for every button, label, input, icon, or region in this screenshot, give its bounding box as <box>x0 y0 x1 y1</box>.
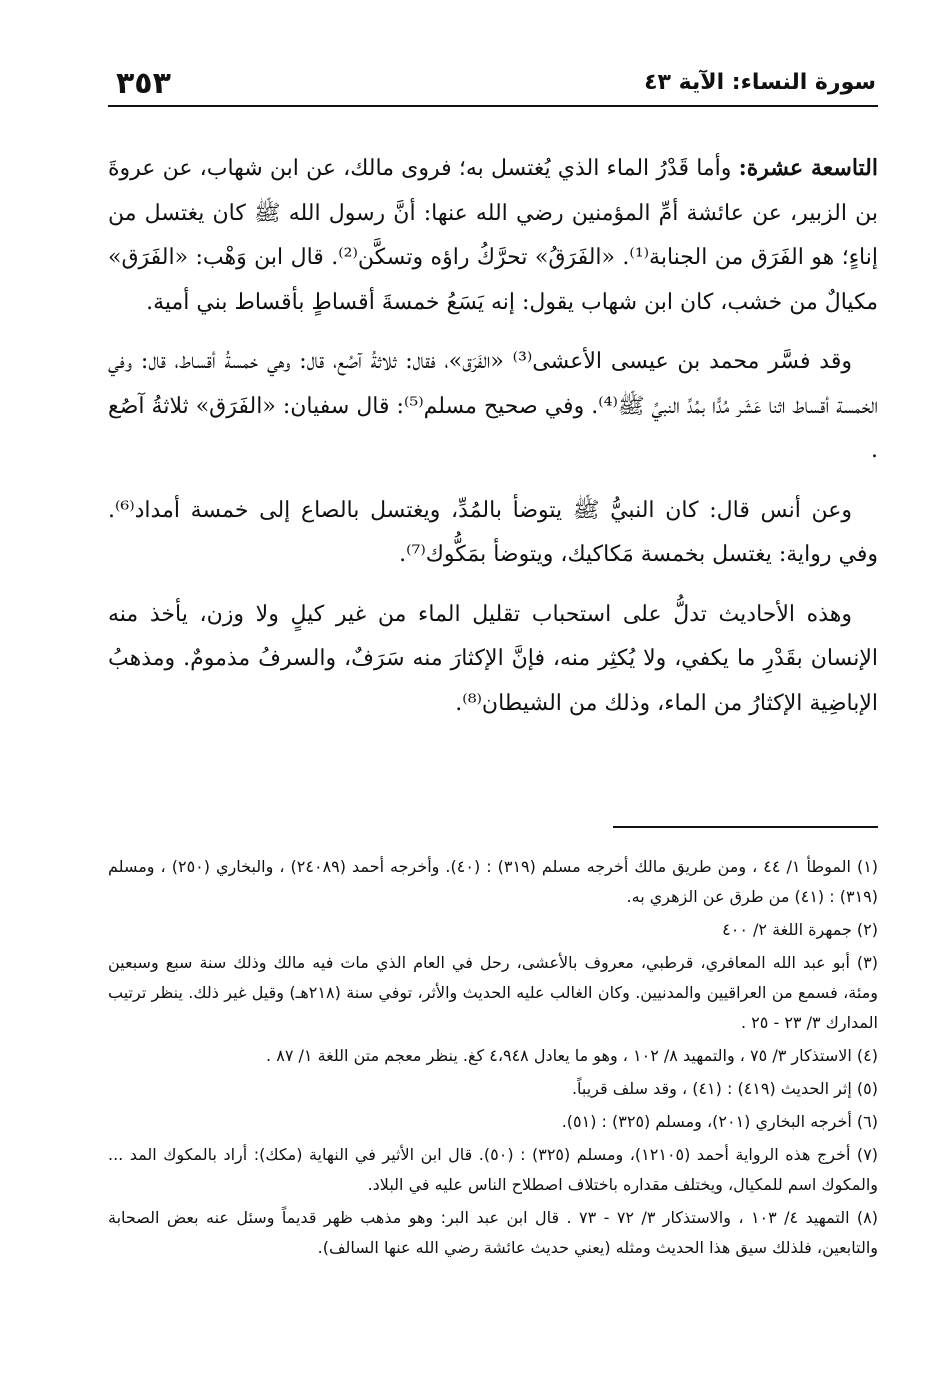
paragraph-4: وهذه الأحاديث تدلُّ على استحباب تقليل الماء من غير كيلٍ ولا وزن، يأخذ منه الإنسان بقَدْرِ ما يكفي، ولا يُكثِر منه، فإنَّ الإكثارَ منه سَرَفٌ، والسرفُ مذمومٌ. ومذهبُ الإباضِية الإكثارُ من الماء، وذلك من الشيطان⁽⁸⁾. <box>108 601 878 716</box>
paragraph-3: وعن أنس قال: كان النبيُّ ﷺ يتوضأ بالمُدِّ، ويغتسل بالصاع إلى خمسة أمداد⁽⁶⁾. وفي رواية: يغتسل بخمسة مَكاكيك، ويتوضأ بمَكُّوك⁽⁷⁾. <box>108 497 878 567</box>
header-rule <box>108 105 878 107</box>
footnote-8: (٨) التمهيد ٤/ ١٠٣ ، والاستذكار ٣/ ٧٢ - ٧٣ . قال ابن عبد البر: وهو مذهب ظهر قديماً وسئل عنه بعض الصحابة والتابعين، فلذلك سيق هذا الحديث ومثله (يعني حديث عائشة رضي الله عنها السالف). <box>108 1208 879 1257</box>
book-page <box>108 0 878 1381</box>
footnotes <box>108 852 878 1266</box>
footnote-1: (١) الموطأ ١/ ٤٤ ، ومن طريق مالك أخرجه مسلم (٣١٩) : (٤٠). وأخرجه أحمد (٢٤٠٨٩) ، والبخاري (٢٥٠) ، ومسلم (٣١٩) : (٤١) من طرق عن الزهري به. <box>108 857 879 906</box>
section-heading: التاسعة عشرة: <box>738 155 878 181</box>
footnote-6: (٦) أخرجه البخاري (٢٠١)، ومسلم (٣٢٥) : (٥١). <box>561 1112 878 1131</box>
paragraph-1-text: وأما قَدْرُ الماء الذي يُغتسل به؛ فروى مالك، عن ابن شهاب، عن عروةَ بن الزبير، عن عائشة أمِّ المؤمنين رضي الله عنها: أنَّ رسول الله ﷺ كان يغتسل من إناءٍ؛ هو الفَرَق من الجنابة⁽¹⁾. «الفَرَقُ» تحرَّكُ راؤه وتسكَّن⁽²⁾. قال ابن وَهْب: «الفَرَق» مكيالٌ من خشب، كان ابن شهاب يقول: إنه يَسَعُ خمسةَ أقساطٍ بأقساط بني أمية. <box>108 156 878 315</box>
footnote-3: (٣) أبو عبد الله المعافري، قرطبي، معروف بالأعشى، رحل في العام الذي مات فيه مالك وذلك سنة سبع وسبعين ومئة، فسمع من العراقيين والمدنيين. وكان الغالب عليه الحديث والأثر، توفي سنة (٢١٨هـ) وقيل غير ذلك. ينظر ترتيب المدارك ٣/ ٢٣ - ٢٥ . <box>108 953 878 1032</box>
paragraph-1 <box>108 146 878 325</box>
footnote-2: (٢) جمهرة اللغة ٢/ ٤٠٠ <box>722 920 878 939</box>
main-text <box>108 146 878 741</box>
footnote-5: (٥) إثر الحديث (٤١٩) : (٤١) ، وقد سلف قريباً. <box>571 1079 878 1098</box>
running-title: سورة النساء: الآية ٤٣ <box>644 70 876 95</box>
paragraph-2: وقد فسَّر محمد بن عيسى الأعشى⁽³⁾ «الفَرَق»، فقال: ثلاثةُ آصُع، قال: وهي خمسةُ أقساط، قال: وفي الخمسة أقساط اثنا عَشَر مُدًّا بمُدِّ النبيِّ ﷺ⁽⁴⁾. وفي صحيح مسلم⁽⁵⁾: قال سفيان: «الفَرَق» ثلاثةُ آصُع . <box>108 349 878 463</box>
footnote-4: (٤) الاستذكار ٣/ ٧٥ ، والتمهيد ٨/ ١٠٢ ، وهو ما يعادل ٤،٩٤٨ كغ. ينظر معجم متن اللغة ١/ ٨٧ . <box>266 1046 878 1065</box>
footnote-7: (٧) أخرج هذه الرواية أحمد (١٢١٠٥)، ومسلم (٣٢٥) : (٥٠). قال ابن الأثير في النهاية (مكك): أراد بالمكوك المد ... والمكوك اسم للمكيال، ويختلف مقداره باختلاف اصطلاح الناس عليه في البلاد. <box>108 1145 879 1194</box>
footnote-rule <box>613 826 878 828</box>
page-number: ٣٥٣ <box>116 66 171 101</box>
page-header <box>108 66 878 106</box>
